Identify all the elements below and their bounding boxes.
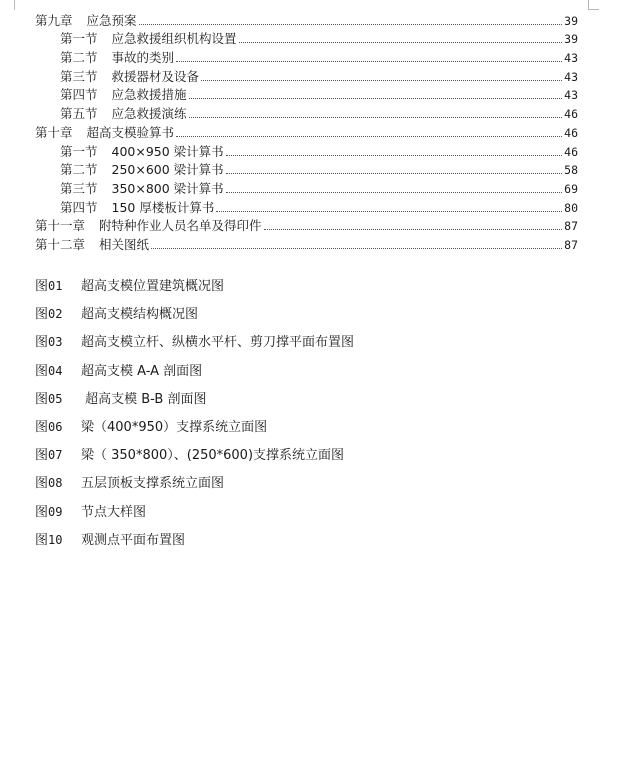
figure-label: 图 (35, 504, 49, 520)
toc-entry-title: 救援器材及设备 (111, 68, 200, 84)
toc-entry-title: 150 厚楼板计算书 (111, 199, 215, 215)
figure-list-item (35, 531, 555, 559)
toc-entry-page: 43 (564, 69, 578, 84)
toc-leader-dots (151, 247, 562, 249)
toc-entry-page: 43 (564, 88, 578, 103)
figure-list-item (35, 418, 555, 446)
toc-entry[interactable] (35, 160, 578, 179)
toc-entry[interactable] (35, 66, 578, 85)
toc-entry-page: 87 (564, 219, 578, 234)
toc-entry-title: 相关图纸 (99, 236, 150, 252)
toc-entry-section: 第五节 (60, 106, 98, 122)
figure-title: 五层顶板支撑系统立面图 (81, 476, 225, 492)
toc-entry-title: 超高支模验算书 (86, 124, 175, 140)
toc-leader-dots (176, 60, 562, 62)
toc-entry[interactable] (35, 103, 578, 122)
toc-entry-title: 附特种作业人员名单及得印件 (99, 218, 262, 234)
page-corner-mark-left (14, 0, 15, 10)
toc-leader-dots (264, 228, 563, 230)
figure-title: 节点大样图 (81, 504, 147, 520)
figure-number: 01 (48, 279, 63, 293)
toc-entry-title: 事故的类别 (111, 50, 175, 66)
figure-title: 梁（ 350*800）、(250*600)支撑系统立面图 (81, 448, 345, 464)
toc-entry[interactable] (35, 10, 578, 29)
toc-entry-section: 第三节 (60, 180, 98, 196)
figure-title: 超高支模立杆、纵横水平杆、剪刀撑平面布置图 (81, 335, 355, 351)
toc-leader-dots (226, 172, 562, 174)
toc-entry-page: 80 (564, 200, 578, 215)
figure-label: 图 (35, 391, 49, 407)
toc-entry[interactable] (35, 178, 578, 197)
figure-label: 图 (35, 307, 49, 323)
figure-number: 06 (48, 419, 63, 434)
toc-entry-chapter: 第九章 (35, 12, 73, 28)
figure-number: 02 (48, 307, 63, 322)
toc-entry-section: 第三节 (60, 68, 98, 84)
figure-list-item (35, 474, 555, 502)
toc-entry-chapter: 第十章 (35, 124, 73, 140)
toc-entry-page: 46 (564, 107, 578, 122)
figure-title: 超高支模 A-A 剖面图 (81, 363, 203, 379)
toc-leader-dots (189, 97, 563, 99)
toc-entry-title: 应急救援措施 (111, 87, 187, 103)
toc-entry[interactable] (35, 29, 578, 48)
figure-label: 图 (35, 363, 49, 379)
toc-leader-dots (176, 135, 562, 137)
toc-entry-page: 39 (564, 13, 578, 28)
figure-title: 超高支模 B-B 剖面图 (81, 391, 207, 407)
figure-label: 图 (35, 448, 49, 464)
figure-title: 观测点平面布置图 (81, 532, 186, 548)
toc-entry-page: 87 (564, 237, 578, 252)
figure-title: 超高支模结构概况图 (81, 307, 199, 323)
table-of-contents (35, 10, 578, 253)
figure-number: 07 (48, 448, 63, 463)
toc-leader-dots (189, 116, 563, 118)
toc-entry-page: 39 (564, 32, 578, 47)
toc-entry-section: 第四节 (60, 199, 98, 215)
toc-entry[interactable] (35, 47, 578, 66)
toc-entry-section: 第一节 (60, 31, 98, 47)
toc-entry[interactable] (35, 216, 578, 235)
toc-entry-title: 应急预案 (86, 12, 137, 28)
toc-entry-page: 46 (564, 125, 578, 140)
figure-title: 梁（400*950）支撑系统立面图 (81, 419, 268, 435)
toc-entry[interactable] (35, 197, 578, 216)
figure-list-item (35, 503, 555, 531)
toc-entry[interactable] (35, 85, 578, 104)
figure-list-item (35, 333, 555, 361)
toc-entry-section: 第四节 (60, 87, 98, 103)
figure-number: 10 (48, 532, 63, 547)
toc-entry-section: 第二节 (60, 162, 98, 178)
toc-leader-dots (226, 154, 562, 156)
figure-list-item (35, 390, 555, 418)
toc-entry-page: 43 (564, 51, 578, 66)
figure-label: 图 (35, 335, 49, 351)
figure-list-item (35, 305, 555, 333)
figure-number: 04 (48, 363, 63, 378)
toc-entry-chapter: 第十二章 (35, 236, 86, 252)
toc-entry-section: 第二节 (60, 50, 98, 66)
toc-leader-dots (216, 210, 562, 212)
toc-entry-title: 400×950 梁计算书 (111, 143, 224, 159)
figure-number: 08 (48, 476, 63, 491)
figure-label: 图 (35, 279, 49, 294)
figure-list-item (35, 277, 555, 305)
toc-entry-page: 46 (564, 144, 578, 159)
figure-number: 05 (48, 391, 63, 406)
toc-entry-title: 应急救援演练 (111, 106, 187, 122)
toc-entry-section: 第一节 (60, 143, 98, 159)
toc-entry-title: 350×800 梁计算书 (111, 180, 224, 196)
figure-list-item (35, 446, 555, 474)
figure-list-item (35, 362, 555, 390)
figure-list (35, 277, 555, 559)
toc-entry-title: 250×600 梁计算书 (111, 162, 224, 178)
toc-entry[interactable] (35, 122, 578, 141)
toc-entry-page: 69 (564, 181, 578, 196)
figure-label: 图 (35, 419, 49, 435)
toc-leader-dots (139, 23, 563, 25)
toc-leader-dots (201, 79, 562, 81)
figure-number: 03 (48, 335, 63, 350)
toc-entry-page: 58 (564, 163, 578, 178)
figure-number: 09 (48, 504, 63, 519)
toc-entry-chapter: 第十一章 (35, 218, 86, 234)
figure-label: 图 (35, 532, 49, 548)
toc-entry[interactable] (35, 234, 578, 253)
figure-title: 超高支模位置建筑概况图 (81, 279, 225, 294)
page-corner-mark-right-horizontal (589, 9, 599, 10)
toc-entry-title: 应急救援组织机构设置 (111, 31, 237, 47)
toc-leader-dots (239, 41, 563, 43)
figure-label: 图 (35, 476, 49, 492)
toc-leader-dots (226, 191, 562, 193)
toc-entry[interactable] (35, 141, 578, 160)
